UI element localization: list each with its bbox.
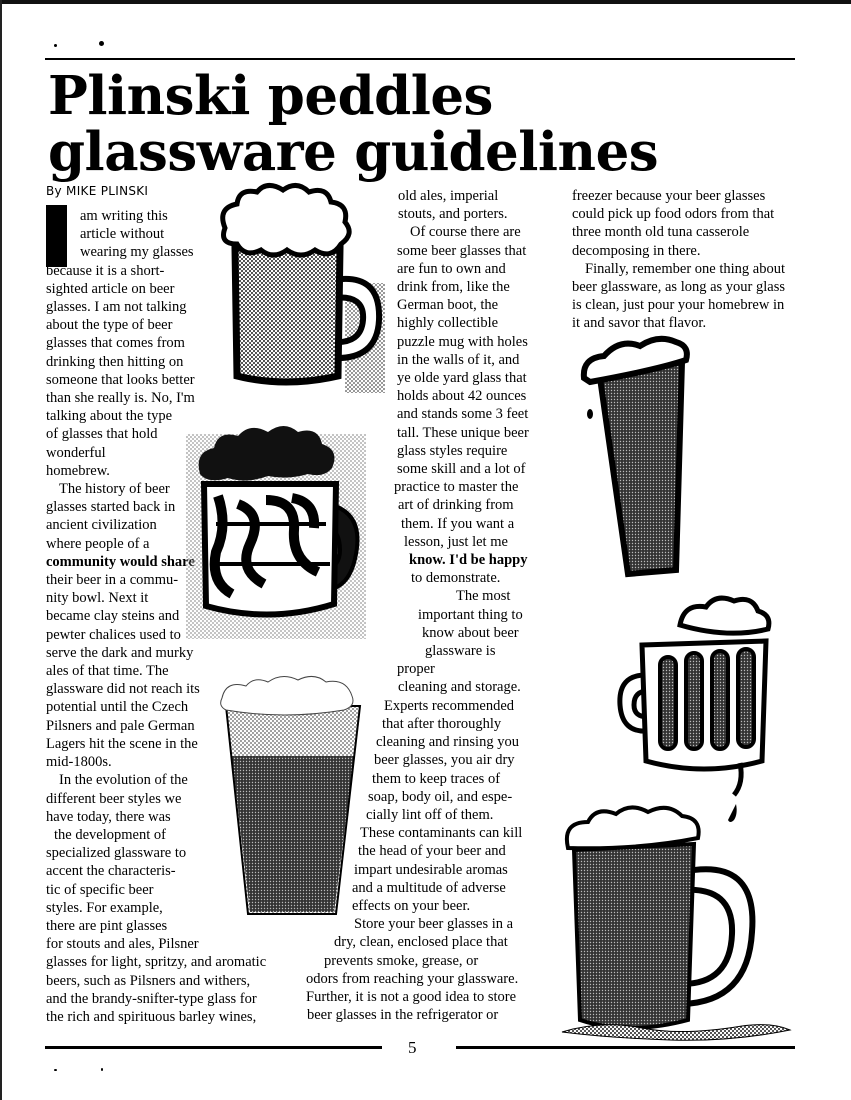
col3-line: Finally, remember one thing about — [585, 260, 785, 277]
col1-line: because it is a short- — [46, 262, 165, 279]
col1-line: there are pint glasses — [46, 917, 168, 934]
col2-line: and stands some 3 feet — [397, 406, 529, 423]
col2-line: important thing to — [418, 606, 523, 623]
col2-line: the head of your beer and — [358, 843, 506, 860]
col2-line: and a multitude of adverse — [352, 879, 506, 896]
col2-line: Experts recommended — [384, 697, 515, 714]
col1-line: ancient civilization — [46, 517, 157, 534]
col2-line: puzzle mug with holes — [397, 333, 528, 350]
col1-line: wonderful — [46, 444, 106, 461]
col2-line: are fun to own and — [397, 260, 506, 277]
col3-line: decomposing in there. — [572, 242, 701, 259]
col2-line: highly collectible — [397, 315, 499, 332]
col1-line: community would share — [46, 553, 195, 570]
col2-line: glassware is — [425, 643, 496, 660]
scan-edge-top — [0, 0, 851, 4]
col1-line: nity bowl. Next it — [46, 590, 149, 607]
col2-line: cleaning and storage. — [398, 679, 521, 696]
col1-line: glasses. I am not talking — [46, 299, 187, 316]
col1-line: Pilsners and pale German — [46, 717, 195, 734]
tall-glass-illustration — [580, 338, 700, 578]
col2-line: proper — [397, 661, 435, 678]
byline: By MIKE PLINSKI — [46, 184, 149, 198]
col2-line: that after thoroughly — [382, 715, 502, 732]
col2-line: to demonstrate. — [411, 570, 501, 587]
col1-line: tic of specific beer — [46, 881, 154, 898]
top-rule — [45, 58, 795, 60]
scan-speck — [54, 1069, 57, 1071]
col1-line: sighted article on beer — [46, 280, 175, 297]
col2-line: tall. These unique beer — [397, 424, 529, 441]
col3-line: it and savor that flavor. — [572, 315, 707, 332]
article-headline — [48, 65, 808, 183]
col2-line: know about beer — [422, 624, 519, 641]
col2-line: them to keep traces of — [372, 770, 501, 787]
col1-line: glasses started back in — [46, 499, 176, 516]
page-number: 5 — [408, 1038, 417, 1057]
col1-line: have today, there was — [46, 808, 171, 825]
col1-line: where people of a — [46, 535, 150, 552]
col3-line: beer glassware, as long as your glass — [572, 279, 786, 296]
scan-speck — [54, 44, 57, 47]
col1-line: someone that looks better — [46, 371, 195, 388]
col1-line: than she really is. No, I'm — [46, 390, 195, 407]
col2-line: These contaminants can kill — [360, 825, 523, 842]
col1-line: of glasses that hold — [46, 426, 158, 443]
dimpled-mug-illustration — [620, 585, 790, 785]
pint-glass-illustration — [212, 676, 372, 926]
scan-edge-left — [0, 0, 2, 1100]
col2-line: soap, body oil, and espe- — [368, 788, 513, 805]
col1-line: about the type of beer — [46, 317, 173, 334]
col2-line: them. If you want a — [401, 515, 515, 532]
footer-rule-right — [456, 1046, 795, 1049]
col2-line: some skill and a lot of — [397, 461, 526, 478]
col1-line: specialized glassware to — [46, 845, 187, 862]
scan-speck — [101, 1068, 103, 1071]
col2-line: in the walls of it, and — [397, 351, 520, 368]
col3-line: could pick up food odors from that — [572, 206, 775, 223]
col1-line: The history of beer — [59, 481, 170, 498]
col1-line: pewter chalices used to — [46, 626, 181, 643]
col1-line: the rich and spirituous barley wines, — [46, 1008, 257, 1025]
col2-line: impart undesirable aromas — [354, 861, 508, 878]
scan-speck — [99, 41, 104, 46]
col1-line: became clay steins and — [46, 608, 180, 625]
col1-line: the development of — [54, 826, 166, 843]
col1-line: article without — [80, 226, 165, 243]
col1-line: styles. For example, — [46, 899, 163, 916]
col2-line: Store your beer glasses in a — [354, 916, 514, 933]
col3-line: freezer because your beer glasses — [572, 188, 766, 204]
col2-line: German boot, the — [397, 297, 499, 314]
col3-line: is clean, just pour your homebrew in — [572, 297, 785, 314]
col2-line: holds about 42 ounces — [397, 388, 527, 405]
col1-line: and the brandy-snifter-type glass for — [46, 990, 257, 1007]
col1-line: accent the characteris- — [46, 863, 176, 880]
col2-line: know. I'd be happy — [409, 552, 528, 569]
col2-line: odors from reaching your glassware. — [306, 970, 519, 987]
col1-line: homebrew. — [46, 462, 110, 479]
headline-line-1: Plinski peddles — [48, 65, 493, 127]
headline-line-2: glassware guidelines — [48, 121, 659, 183]
col2-line: drink from, like the — [397, 279, 510, 296]
col2-line: old ales, imperial — [398, 188, 499, 204]
col2-line: practice to master the — [394, 479, 519, 496]
col2-line: ye olde yard glass that — [397, 370, 527, 387]
col1-line: glasses that comes from — [46, 335, 185, 352]
col2-line: stouts, and porters. — [398, 206, 508, 223]
col1-line: glassware did not reach its — [46, 681, 200, 698]
col1-line: their beer in a commu- — [46, 572, 179, 589]
col1-line: drinking then hitting on — [46, 353, 184, 370]
puzzle-mug-illustration — [186, 424, 366, 644]
col1-line: wearing my glasses — [80, 244, 194, 261]
col1-line: for stouts and ales, Pilsner — [46, 936, 199, 953]
col2-line: Of course there are — [410, 224, 521, 241]
col2-line: cleaning and rinsing you — [376, 734, 519, 751]
col2-line: lesson, just let me — [404, 533, 508, 550]
col1-line: beers, such as Pilsners and withers, — [46, 972, 251, 989]
col2-line: dry, clean, enclosed place that — [334, 934, 508, 951]
col2-line: beer glasses, you air dry — [374, 752, 515, 769]
col1-line: potential until the Czech — [46, 699, 189, 716]
col1-line: In the evolution of the — [59, 772, 188, 789]
beer-mug-illustration — [215, 188, 390, 398]
footer-rule-left — [45, 1046, 382, 1049]
col1-line: ales of that time. The — [46, 663, 169, 680]
col2-line: some beer glasses that — [397, 242, 527, 259]
foaming-stein-illustration — [562, 800, 792, 1050]
col2-line: art of drinking from — [398, 497, 514, 514]
col1-line: Lagers hit the scene in the — [46, 735, 198, 752]
col2-line: effects on your beer. — [352, 897, 471, 914]
col2-line: glass styles require — [397, 442, 508, 459]
col2-line: cially lint off of them. — [366, 806, 494, 823]
col2-line: beer glasses in the refrigerator or — [307, 1007, 499, 1024]
col1-line: glasses for light, spritzy, and aromatic — [46, 954, 267, 971]
col1-line: talking about the type — [46, 408, 173, 425]
column-3 — [572, 187, 785, 333]
col1-line: mid-1800s. — [46, 754, 112, 771]
col3-line: three month old tuna casserole — [572, 224, 750, 241]
col1-line: different beer styles we — [46, 790, 182, 807]
col1-line: serve the dark and murky — [46, 644, 194, 661]
col1-line: am writing this — [80, 208, 168, 224]
col2-line: The most — [456, 588, 511, 605]
col2-line: Further, it is not a good idea to store — [306, 988, 517, 1005]
col2-line: prevents smoke, grease, or — [324, 952, 479, 969]
